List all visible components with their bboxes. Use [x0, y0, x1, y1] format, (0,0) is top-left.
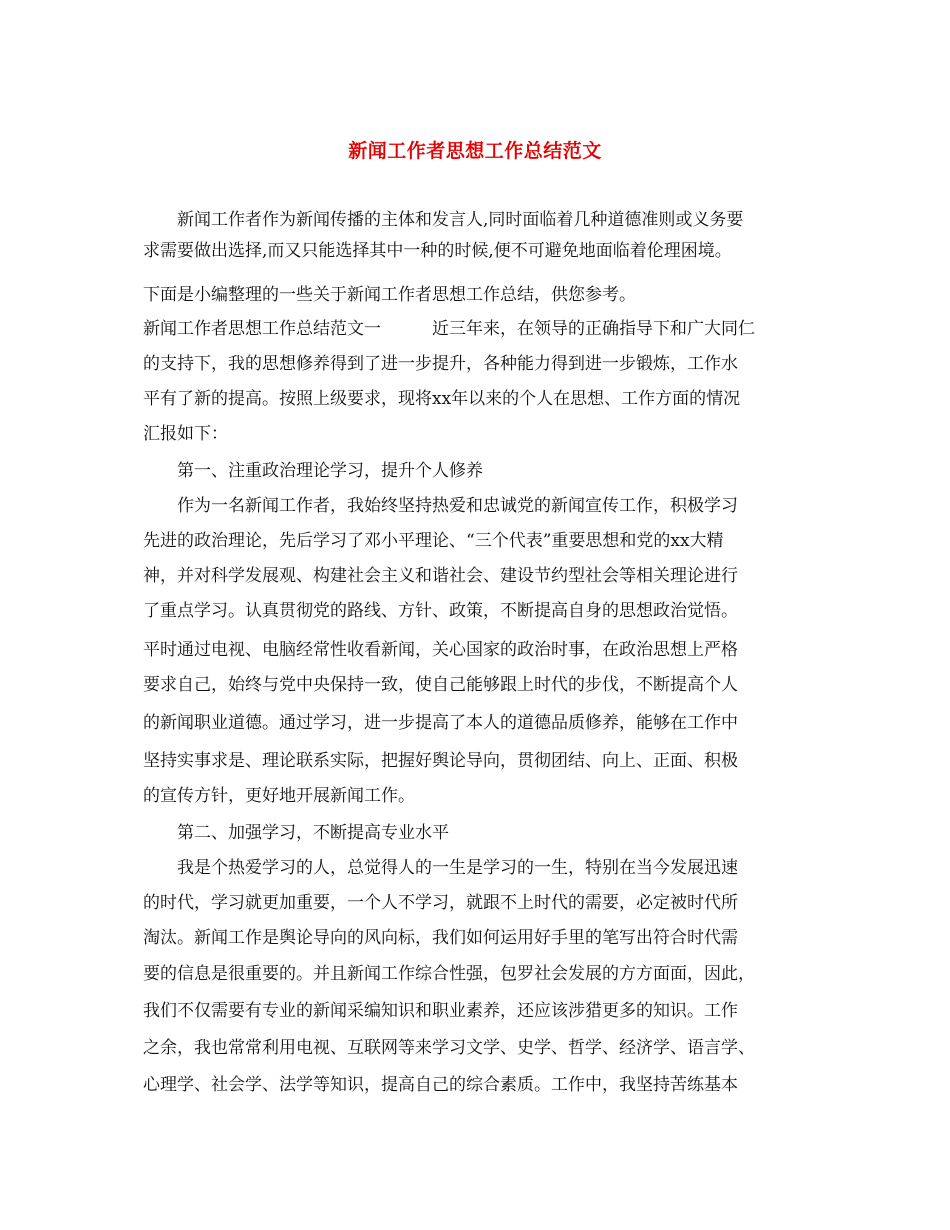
body-line: 我们不仅需要有专业的新闻采编知识和职业素养，还应该涉猎更多的知识。工作 [143, 1001, 738, 1021]
body-line: 之余，我也常常利用电视、互联网等来学习文学、史学、哲学、经济学、语言学、 [143, 1038, 755, 1058]
section-heading: 第一、注重政治理论学习，提升个人修养 [143, 461, 483, 481]
body-line: 了重点学习。认真贯彻党的路线、方针、政策，不断提高自身的思想政治觉悟。 [143, 601, 738, 621]
body-line: 的宣传方针，更好地开展新闻工作。 [143, 786, 415, 806]
body-line: 的新闻职业道德。通过学习，进一步提高了本人的道德品质修养，能够在工作中 [143, 713, 738, 733]
body-line: 新闻工作者思想工作总结范文一 近三年来，在领导的正确指导下和广大同仁 [143, 319, 755, 339]
body-line: 神，并对科学发展观、构建社会主义和谐社会、建设节约型社会等相关理论进行 [143, 566, 738, 586]
body-line: 下面是小编整理的一些关于新闻工作者思想工作总结，供您参考。 [143, 285, 636, 305]
body-line: 求需要做出选择,而又只能选择其中一种的时候,便不可避免地面临着伦理困境。 [143, 241, 732, 261]
body-line: 的支持下，我的思想修养得到了进一步提升，各种能力得到进一步锻炼，工作水 [143, 354, 738, 374]
body-line: 作为一名新闻工作者，我始终坚持热爱和忠诚党的新闻宣传工作，积极学习 [143, 496, 738, 516]
body-line: 汇报如下： [143, 424, 228, 444]
document-title: 新闻工作者思想工作总结范文 [348, 140, 602, 162]
body-line: 要的信息是很重要的。并且新闻工作综合性强，包罗社会发展的方方面面，因此， [143, 964, 755, 984]
section-heading: 第二、加强学习，不断提高专业水平 [143, 823, 449, 843]
body-line: 坚持实事求是、理论联系实际，把握好舆论导向，贯彻团结、向上、正面、积极 [143, 751, 738, 771]
body-line: 心理学、社会学、法学等知识，提高自己的综合素质。工作中，我坚持苦练基本 [143, 1075, 738, 1095]
body-line: 我是个热爱学习的人，总觉得人的一生是学习的一生，特别在当今发展迅速 [143, 858, 738, 878]
body-line: 平有了新的提高。按照上级要求，现将xx年以来的个人在思想、工作方面的情况 [143, 389, 741, 409]
body-line: 要求自己，始终与党中央保持一致，使自己能够跟上时代的步伐，不断提高个人 [143, 675, 738, 695]
body-line: 平时通过电视、电脑经常性收看新闻，关心国家的政治时事，在政治思想上严格 [143, 640, 738, 660]
body-line: 新闻工作者作为新闻传播的主体和发言人,同时面临着几种道德准则或义务要 [143, 210, 744, 230]
body-line: 淘汰。新闻工作是舆论导向的风向标，我们如何运用好手里的笔写出符合时代需 [143, 928, 738, 948]
body-line: 的时代，学习就更加重要，一个人不学习，就跟不上时代的需要，必定被时代所 [143, 893, 738, 913]
body-line: 先进的政治理论，先后学习了邓小平理论、“三个代表”重要思想和党的xx大精 [143, 531, 724, 551]
